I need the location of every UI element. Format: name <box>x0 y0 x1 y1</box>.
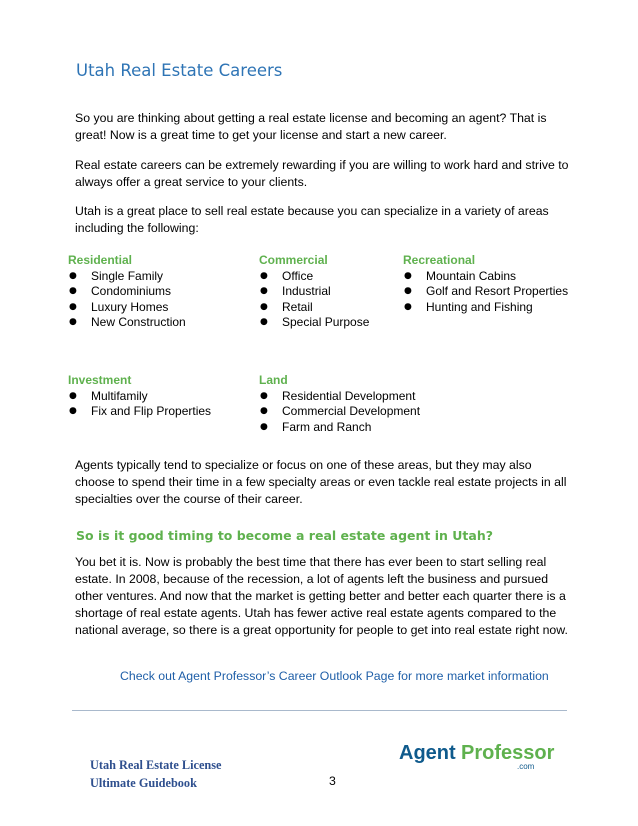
list-item: ● Multifamily <box>68 389 211 405</box>
list-item: ● Special Purpose <box>259 315 369 331</box>
list-item: ● Condominiums <box>68 284 186 300</box>
list-item: ● Residential Development <box>259 389 420 405</box>
land-column <box>259 373 420 435</box>
list-item: ● Golf and Resort Properties <box>403 284 568 300</box>
commercial-list <box>259 269 369 331</box>
list-item: ● Fix and Flip Properties <box>68 404 211 420</box>
list-item: ● New Construction <box>68 315 186 331</box>
list-item: ● Office <box>259 269 369 285</box>
recreational-column <box>403 253 568 315</box>
list-item: ● Luxury Homes <box>68 300 186 316</box>
footer-title <box>90 756 222 792</box>
recreational-list <box>403 269 568 316</box>
footer-title-line-2: Ultimate Guidebook <box>90 776 197 790</box>
list-item: ● Retail <box>259 300 369 316</box>
timing-paragraph: You bet it is. Now is probably the best time that there has ever been to start selling real estate. In 2008, because of the recession, a lot of agents left the business and pursued other ventures. And now that the market is getting better and better each quarter there is a shortage of real estate agents. Utah has fewer active real estate agents compared to the national average, so there is a great opportunity for people to get into real estate right now. <box>75 555 568 637</box>
page-number: 3 <box>329 774 336 788</box>
list-item: ● Hunting and Fishing <box>403 300 568 316</box>
page-heading: Utah Real Estate Careers <box>76 61 283 80</box>
intro-paragraph-3: Utah is a great place to sell real estate because you can specialize in a variety of areas including the following: <box>75 204 549 235</box>
list-item: ● Single Family <box>68 269 186 285</box>
commercial-heading: Commercial <box>259 253 328 267</box>
logo-suffix: .com <box>517 762 535 771</box>
residential-column <box>68 253 186 331</box>
list-item: ● Farm and Ranch <box>259 420 420 436</box>
investment-list <box>68 389 211 420</box>
career-outlook-link[interactable]: Check out Agent Professor’s Career Outlook Page for more market information <box>120 669 549 683</box>
footer-title-line-1: Utah Real Estate License <box>90 758 222 772</box>
land-list <box>259 389 420 436</box>
footer-divider <box>72 710 567 711</box>
logo-word-agent: Agent <box>399 742 456 764</box>
agent-professor-logo <box>398 737 555 771</box>
list-item: ● Mountain Cabins <box>403 269 568 285</box>
timing-subheading: So is it good timing to become a real estate agent in Utah? <box>76 528 493 543</box>
investment-heading: Investment <box>68 373 132 387</box>
specialize-paragraph: Agents typically tend to specialize or focus on one of these areas, but they may also choose to spend their time in a few specialty areas or even tackle real estate projects in all specialties over the course of their career. <box>75 458 567 506</box>
list-item: ● Industrial <box>259 284 369 300</box>
intro-paragraph-1: So you are thinking about getting a real estate license and becoming an agent? That is great! Now is a great time to get your license and start a new career. <box>75 111 547 142</box>
land-heading: Land <box>259 373 288 387</box>
recreational-heading: Recreational <box>403 253 476 267</box>
intro-paragraph-2: Real estate careers can be extremely rewarding if you are willing to work hard and strive to always offer a great service to your clients. <box>75 158 569 189</box>
investment-column <box>68 373 211 420</box>
logo-word-professor: Professor <box>461 742 555 764</box>
residential-heading: Residential <box>68 253 133 267</box>
list-item: ● Commercial Development <box>259 404 420 420</box>
residential-list <box>68 269 186 331</box>
commercial-column <box>259 253 369 331</box>
